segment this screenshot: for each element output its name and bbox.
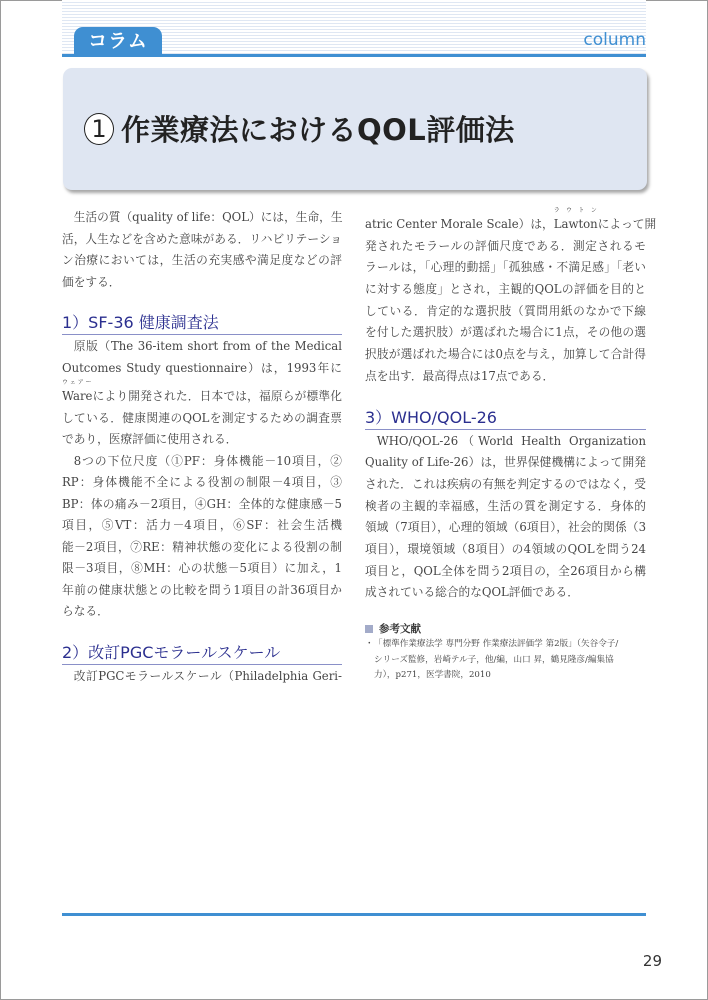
text-line: している．健康関連のQOLを測定するための調査票 (62, 410, 342, 425)
text-line: 8つの下位尺度（①PF：身体機能－10項目，② (73, 453, 342, 468)
text-line: ン治療においては，生活の充実感や満足度などの評 (62, 253, 342, 267)
footer-rule (62, 913, 646, 916)
reference-line: ・ 「標準作業療法学 専門分野 作業療法評価学 第2版」（矢谷令子/ (365, 637, 646, 653)
text-line: を付した選択肢）が選ばれた場合に1点，その他の選 (365, 325, 646, 340)
text-line: であり，医療評価に使用される． (62, 432, 238, 446)
references-heading-text: 参考文献 (379, 623, 421, 635)
section-heading: 2）改訂PGCモラールスケール (62, 641, 342, 665)
text-segment: によって開 (597, 217, 657, 231)
column-tab: コラム (74, 27, 162, 56)
paragraph (365, 431, 646, 605)
text-line (365, 207, 657, 236)
page-number: 29 (642, 952, 662, 970)
text-line: Outcomes Study questionnaire）は，1993年に (62, 360, 342, 375)
ruby-word (62, 379, 93, 408)
text-line: 項目，⑤VT：活力－4項目，⑥SF：社会生活機 (62, 518, 342, 532)
text-line: 限－3項目，⑧MH：心の状態－5項目）に加え，1 (62, 561, 342, 575)
text-line: 価をする． (62, 274, 121, 289)
text-line (62, 379, 342, 408)
text-line: WHO/QOL-26（World Health Organization (376, 433, 646, 448)
title-box (63, 68, 647, 190)
page-title: 作業療法におけるQOL評価法 (121, 113, 515, 147)
text-line: 発されたモラールの評価尺度である．測定されるモ (365, 238, 646, 253)
text-line: 領域（7項目），心理的領域（6項目），社会的関係（3 (365, 520, 646, 535)
left-column (62, 207, 342, 687)
square-bullet-icon (365, 625, 373, 633)
paragraph (62, 451, 342, 623)
paragraph (62, 336, 342, 451)
ruby-reading: ウェアー (62, 379, 93, 386)
column-label: column (583, 30, 646, 50)
text-segment: により開発された．日本では，福原らが標準化 (92, 389, 342, 403)
text-line: 項目），環境領域（8項目）の4領域のQOLを問う24 (365, 541, 646, 556)
text-line: 択肢が選ばれた場合には0点を与え，加算して合計得 (365, 347, 646, 362)
text-line: された．これは疾病の有無を判定するのではなく，受 (365, 476, 646, 491)
reference-line: シリーズ監修，岩崎テル子，他/編，山口 昇，鶴見隆彦/編集協 (374, 654, 614, 665)
text-line: 活，人生などを含めた意味がある．リハビリテーショ (62, 231, 342, 246)
reference-line: 力），p271，医学書院，2010 (374, 670, 491, 680)
text-line: 生活の質（quality of life：QOL）には，生命，生 (73, 210, 343, 224)
ruby-reading: ラウトン (553, 207, 598, 214)
text-line: している．肯定的な選択肢（質問用紙のなかで下線 (365, 303, 646, 318)
text-line: 項目と，QOL全体を問う2項目の，全26項目から構 (365, 563, 646, 578)
paragraph (62, 207, 342, 293)
text-line: BP：体の痛み－2項目，④GH：全体的な健康感－5 (62, 496, 342, 511)
ruby-base: Ware (62, 389, 93, 403)
text-line: 成されている総合的なQOL評価である． (365, 585, 579, 600)
text-line: RP：身体機能不全による役割の制限－4項目，③ (62, 475, 342, 489)
text-line: らなる． (62, 604, 109, 618)
text-line: 原版（The 36-item short from of the Medical (73, 339, 342, 353)
paragraph (365, 207, 657, 388)
title-number-circle: 1 (84, 113, 114, 145)
ruby-word (553, 207, 598, 236)
section-heading: 3）WHO/QOL-26 (365, 406, 646, 430)
text-line: 能－2項目，⑦RE：精神状態の変化による役割の制 (62, 539, 342, 554)
ruby-base: Lawton (553, 217, 598, 231)
paragraph (62, 666, 342, 688)
right-column (365, 207, 657, 684)
text-segment: atric Center Morale Scale）は， (365, 217, 554, 231)
text-line: ラールは，「心理的動揺」「孤独感・不満足感」「老い (365, 260, 646, 275)
text-line: Quality of Life-26）は，世界保健機構によって開発 (365, 455, 646, 470)
references (365, 621, 646, 684)
text-line: 点を出す．最高得点は17点である． (365, 368, 555, 383)
text-line: 改訂PGCモラールスケール（Philadelphia Geri- (73, 668, 342, 683)
section-heading: 1）SF-36 健康調査法 (62, 311, 342, 335)
text-line: 検者の主観的幸福感，生活の質を測定する．身体的 (365, 498, 646, 513)
text-line: に対する態度」とされ，主観的QOLの評価を目的と (365, 282, 646, 297)
text-line: 年前の健康状態との比較を問う1項目の計36項目か (62, 582, 342, 597)
references-heading (365, 621, 646, 637)
